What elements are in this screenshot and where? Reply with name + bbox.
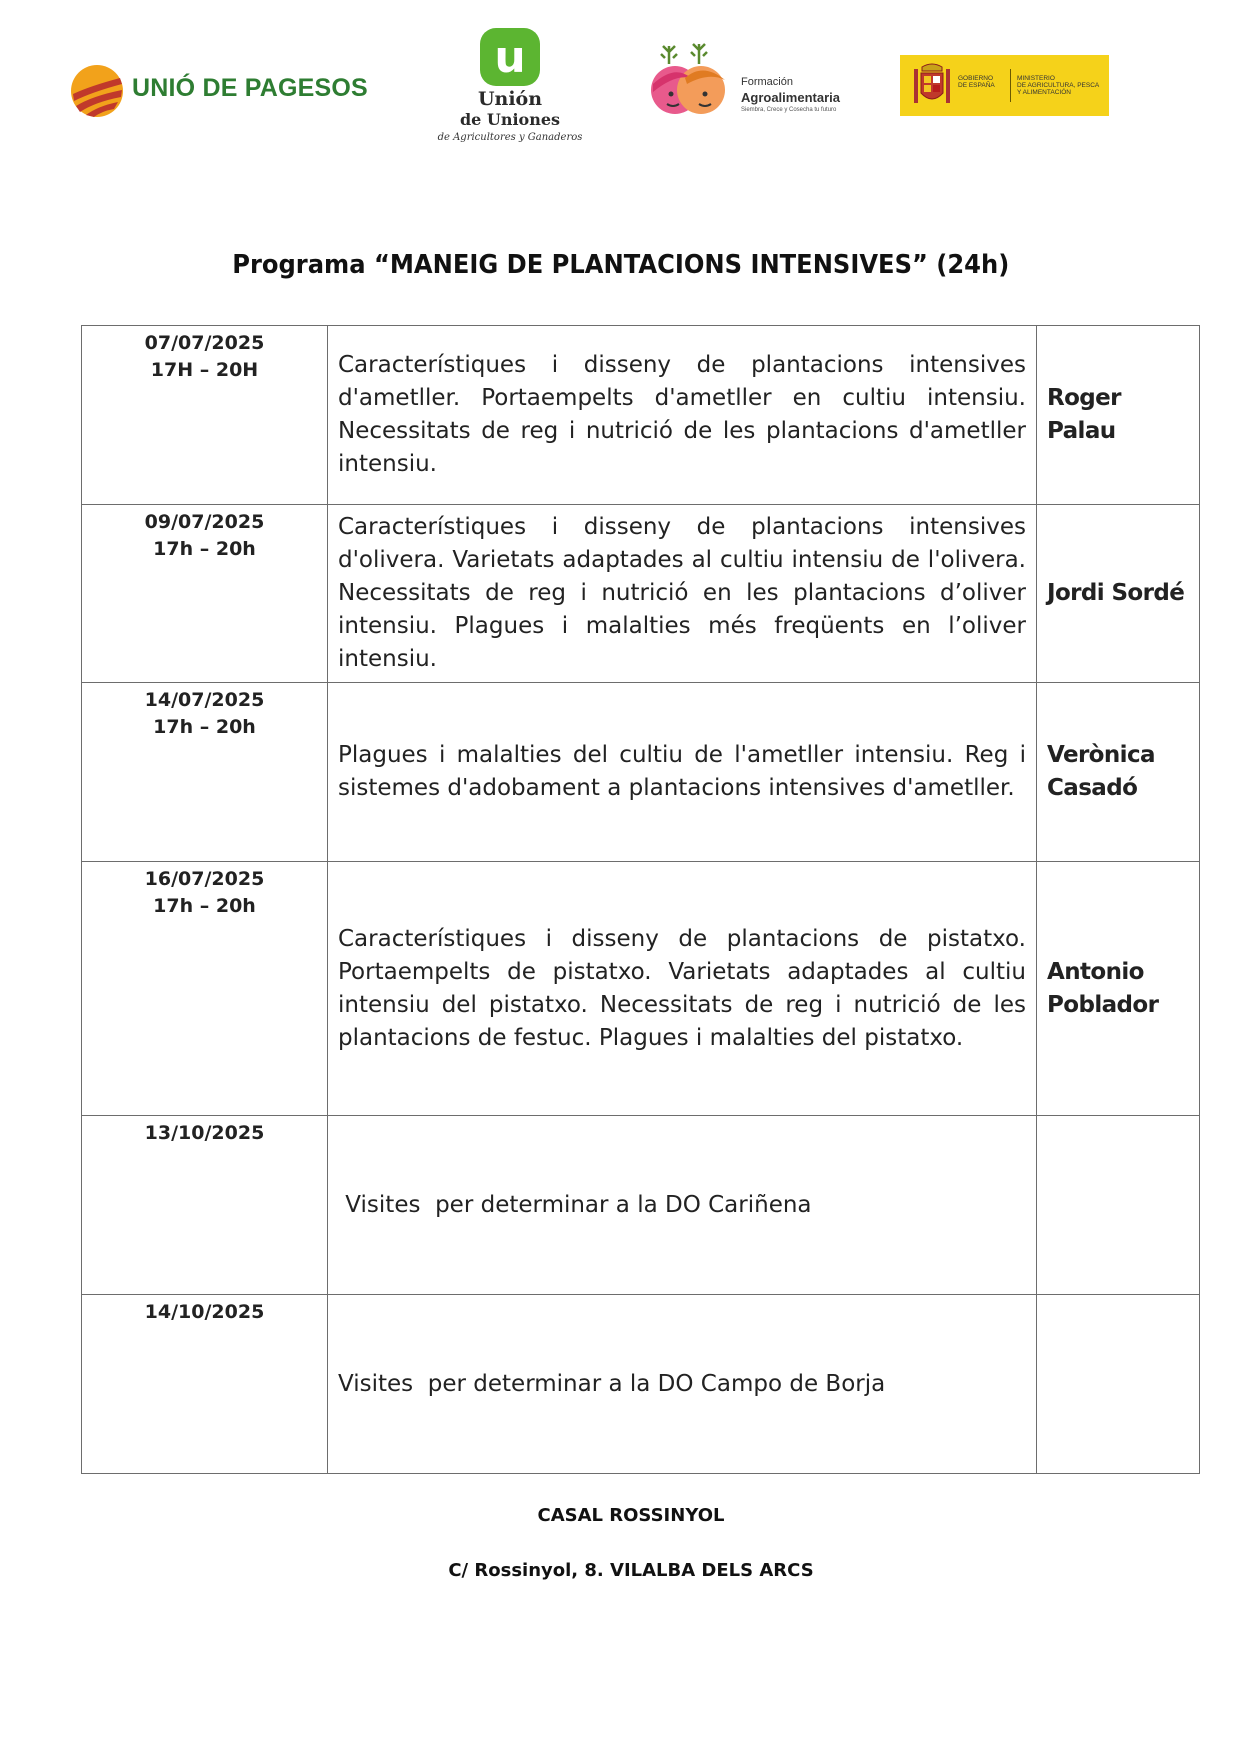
table-row bbox=[82, 683, 1200, 862]
description-cell: Característiques i disseny de plantacions de pistatxo. Portaempelts de pistatxo. Varietats adaptades al cultiu intensiu del pistatxo. Necessitats de reg i nutrició de les plantacions de festuc. Plagues i malalties del pistatxo. bbox=[328, 862, 1037, 1116]
session-time: 17h – 20h bbox=[153, 538, 256, 560]
program-title bbox=[0, 250, 1241, 280]
u-letter-icon bbox=[480, 28, 540, 86]
union-tagline: de Agricultores y Ganaderos bbox=[437, 132, 583, 143]
u-letter: u bbox=[494, 32, 526, 83]
formacion-tagline: Siembra, Crece y Cosecha tu futuro bbox=[741, 107, 837, 113]
description-cell: Visites per determinar a la DO Cariñena bbox=[328, 1116, 1037, 1295]
session-date: 16/07/2025 bbox=[144, 868, 265, 890]
description-cell: Visites per determinar a la DO Campo de Borja bbox=[328, 1295, 1037, 1474]
teacher-cell bbox=[1037, 1295, 1200, 1474]
table-row bbox=[82, 862, 1200, 1116]
session-date: 07/07/2025 bbox=[144, 332, 265, 354]
venue-address: C/ Rossinyol, 8. VILALBA DELS ARCS bbox=[448, 1560, 814, 1581]
table-row bbox=[82, 326, 1200, 505]
date-cell bbox=[82, 1295, 328, 1474]
union-de-uniones-logo bbox=[430, 28, 590, 148]
union-line2: de Uniones bbox=[459, 110, 561, 129]
teacher-first: Antonio bbox=[1047, 958, 1144, 985]
unio-de-pagesos-logo bbox=[70, 62, 370, 118]
ministerio-line2: DE AGRICULTURA, PESCA bbox=[1017, 82, 1100, 89]
session-time: 17h – 20h bbox=[153, 716, 256, 738]
gobierno-text bbox=[958, 75, 1006, 89]
table-row bbox=[82, 505, 1200, 683]
date-cell bbox=[82, 326, 328, 505]
gobierno-line1: GOBIERNO bbox=[958, 75, 994, 82]
teacher-cell bbox=[1037, 683, 1200, 862]
session-date: 13/10/2025 bbox=[144, 1122, 265, 1144]
gobierno-line2: DE ESPAÑA bbox=[958, 82, 995, 89]
schedule-table bbox=[81, 325, 1200, 1474]
ministerio-line1: MINISTERIO bbox=[1017, 75, 1055, 82]
date-cell bbox=[82, 1116, 328, 1295]
teacher-cell bbox=[1037, 505, 1200, 683]
table-row bbox=[82, 1116, 1200, 1295]
teacher-cell bbox=[1037, 326, 1200, 505]
description-cell: Plagues i malalties del cultiu de l'ametller intensiu. Reg i sistemes d'adobament a plantacions intensives d'ametller. bbox=[328, 683, 1037, 862]
gobierno-ministerio-logo bbox=[900, 55, 1109, 116]
date-cell bbox=[82, 505, 328, 683]
date-cell bbox=[82, 683, 328, 862]
sun-field-icon bbox=[70, 64, 124, 118]
formacion-line2: Agroalimentaria bbox=[741, 90, 840, 105]
teacher-last: Casadó bbox=[1047, 775, 1138, 801]
teacher-last: Poblador bbox=[1047, 991, 1159, 1018]
description-cell: Característiques i disseny de plantacions intensives d'olivera. Varietats adaptades al cultiu intensiu de l'olivera. Necessitats de reg i nutrició en les plantacions d’oliver intensiu. Plagues i malalties més freqüents en l’oliver intensiu. bbox=[328, 505, 1037, 683]
logo-divider bbox=[1010, 69, 1011, 102]
session-date: 14/07/2025 bbox=[144, 689, 265, 711]
teacher-first: Roger bbox=[1047, 385, 1121, 411]
coat-of-arms-icon bbox=[910, 61, 954, 111]
unio-de-pagesos-text: UNIÓ DE PAGESOS bbox=[132, 74, 368, 102]
program-title-text: Programa “MANEIG DE PLANTACIONS INTENSIVES” (24h) bbox=[231, 250, 1010, 280]
ministerio-text bbox=[1017, 75, 1105, 96]
formacion-agroalimentaria-logo bbox=[645, 34, 845, 124]
formacion-line1: Formación bbox=[741, 76, 793, 88]
teacher-cell bbox=[1037, 1116, 1200, 1295]
union-line1: Unión bbox=[477, 88, 543, 110]
teacher-first: Verònica bbox=[1047, 742, 1155, 768]
two-faces-icon bbox=[645, 34, 735, 120]
teacher-last: Palau bbox=[1047, 418, 1116, 444]
session-time: 17h – 20h bbox=[153, 895, 256, 917]
ministerio-line3: Y ALIMENTACIÓN bbox=[1017, 89, 1071, 96]
session-date: 14/10/2025 bbox=[144, 1301, 265, 1323]
date-cell bbox=[82, 862, 328, 1116]
session-time: 17H – 20H bbox=[150, 359, 259, 381]
venue-name: CASAL ROSSINYOL bbox=[537, 1505, 725, 1526]
table-row bbox=[82, 1295, 1200, 1474]
description-cell: Característiques i disseny de plantacions intensives d'ametller. Portaempelts d'ametller en cultiu intensiu. Necessitats de reg i nutrició de les plantacions d'ametller intensiu. bbox=[328, 326, 1037, 505]
teacher-cell bbox=[1037, 862, 1200, 1116]
teacher-first: Jordi Sordé bbox=[1047, 580, 1185, 606]
session-date: 09/07/2025 bbox=[144, 511, 265, 533]
